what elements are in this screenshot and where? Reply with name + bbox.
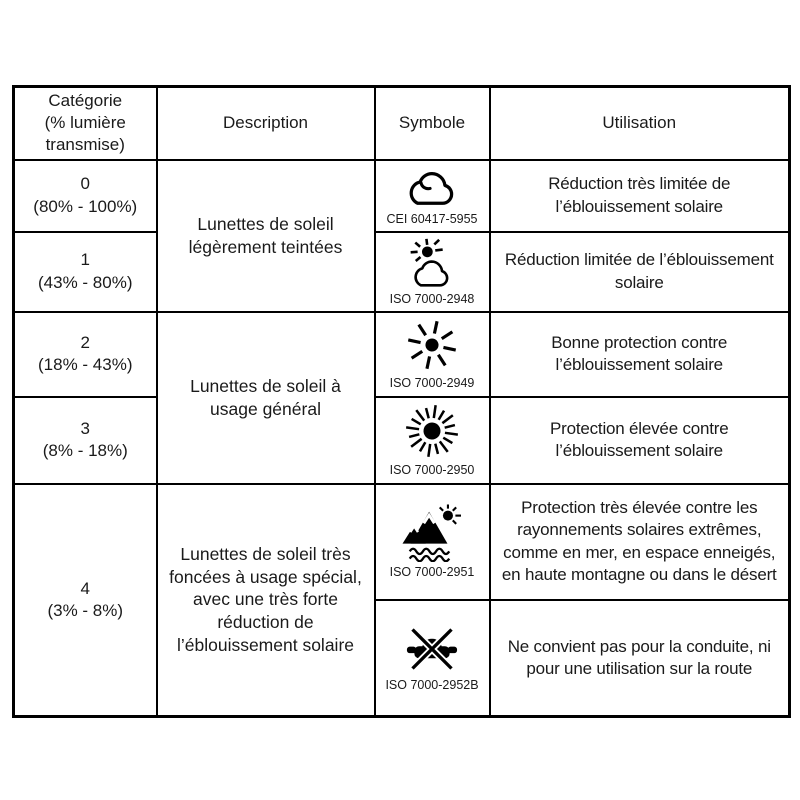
header-category-line2: (% lumière xyxy=(44,113,126,133)
symbol-cell-4 xyxy=(375,484,490,600)
symbol-cell-3 xyxy=(375,397,490,484)
usage-cell-3: Protection élevée contre l’éblouissement solaire xyxy=(490,397,790,484)
symbol-caption: ISO 7000-2949 xyxy=(389,376,475,391)
header-category-line3: transmise) xyxy=(45,135,125,155)
header-usage: Utilisation xyxy=(490,87,790,160)
bright-sun-icon xyxy=(403,402,461,460)
symbol-wrap xyxy=(378,623,487,693)
symbol-wrap xyxy=(378,237,487,307)
category-table xyxy=(12,85,791,718)
symbol-wrap xyxy=(378,402,487,478)
category-number: 4 xyxy=(80,578,90,598)
description-cell-lightly-tinted: Lunettes de soleil légèrement teintées xyxy=(157,160,375,312)
category-cell-0 xyxy=(14,160,157,232)
symbol-caption: ISO 7000-2952B xyxy=(385,677,479,692)
category-cell-3 xyxy=(14,397,157,484)
header-category xyxy=(14,87,157,160)
table-row-category-0 xyxy=(14,160,790,232)
header-category-line1: Catégorie xyxy=(48,91,123,111)
category-range: (18% - 43%) xyxy=(38,355,133,374)
symbol-cell-5 xyxy=(375,600,490,717)
category-number: 3 xyxy=(80,418,90,438)
symbol-cell-2 xyxy=(375,312,490,397)
category-number: 0 xyxy=(80,174,90,194)
category-cell-4 xyxy=(14,484,157,717)
sun-icon xyxy=(404,317,460,373)
header-description: Description xyxy=(157,87,375,160)
table-row-category-3 xyxy=(14,397,790,484)
category-range: (8% - 18%) xyxy=(42,441,128,460)
table-row-category-2 xyxy=(14,312,790,397)
category-range: (3% - 8%) xyxy=(47,600,124,620)
category-range: (43% - 80%) xyxy=(38,272,133,292)
mountains-sun-waves-icon xyxy=(401,504,463,562)
symbol-wrap xyxy=(378,504,487,580)
usage-cell-5: Ne convient pas pour la conduite, ni pour une utilisation sur la route xyxy=(490,600,790,717)
table-row-category-4-extreme xyxy=(14,484,790,600)
symbol-cell-0 xyxy=(375,160,490,232)
sun-behind-cloud-icon xyxy=(403,237,461,289)
category-number: 1 xyxy=(80,250,90,270)
description-cell-general-use: Lunettes de soleil à usage général xyxy=(157,312,375,484)
table-row-category-1 xyxy=(14,232,790,312)
usage-cell-0: Réduction très limitée de l’éblouissement solaire xyxy=(490,160,790,232)
category-number: 2 xyxy=(80,332,90,352)
usage-cell-1: Réduction limitée de l’éblouissement solaire xyxy=(490,232,790,312)
description-cell-special-use: Lunettes de soleil très foncées à usage spécial, avec une très forte réduction de l’éblouissement solaire xyxy=(157,484,375,717)
no-driving-icon xyxy=(402,623,462,675)
usage-cell-2: Bonne protection contre l’éblouissement solaire xyxy=(490,312,790,397)
symbol-wrap xyxy=(378,317,487,391)
category-cell-1 xyxy=(14,232,157,312)
symbol-caption: ISO 7000-2951 xyxy=(389,564,475,579)
header-symbol: Symbole xyxy=(375,87,490,160)
category-cell-2 xyxy=(14,312,157,397)
category-range: (80% - 100%) xyxy=(33,196,138,216)
usage-cell-4: Protection très élevée contre les rayonnements solaires extrêmes, comme en mer, en espace enneigés, en haute montagne ou dans le désert xyxy=(490,484,790,600)
cloud-icon xyxy=(403,165,461,209)
symbol-cell-1 xyxy=(375,232,490,312)
symbol-wrap xyxy=(378,165,487,227)
symbol-caption: CEI 60417-5955 xyxy=(386,211,478,226)
table-header-row xyxy=(14,87,790,160)
symbol-caption: ISO 7000-2950 xyxy=(389,463,475,478)
symbol-caption: ISO 7000-2948 xyxy=(389,291,475,306)
